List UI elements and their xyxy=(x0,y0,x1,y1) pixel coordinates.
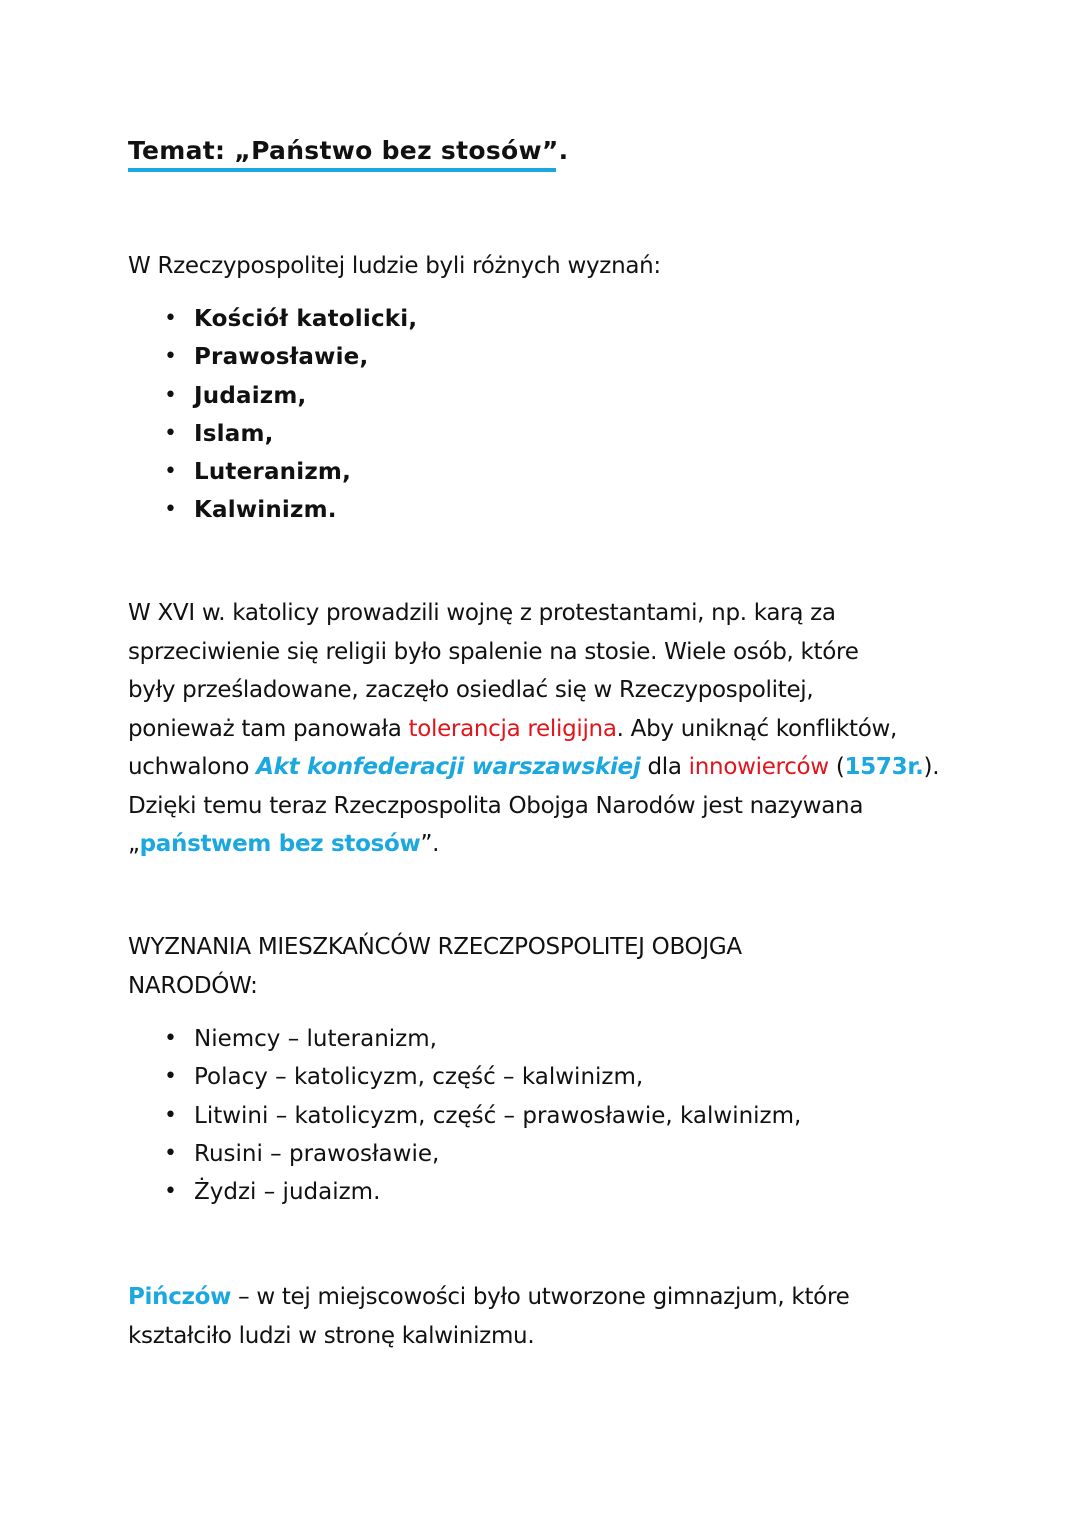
bullet-icon: • xyxy=(164,344,177,370)
list-item: • Kalwinizm. xyxy=(162,491,417,529)
paragraph-line: sprzeciwienie się religii było spalenie na stosie. Wiele osób, które xyxy=(128,638,859,665)
list-item: • Rusini – prawosławie, xyxy=(162,1135,801,1173)
history-paragraph xyxy=(128,594,939,864)
bullet-icon: • xyxy=(164,1102,177,1128)
highlight-dissenters: innowierców xyxy=(688,754,829,780)
paragraph-line: W XVI w. katolicy prowadzili wojnę z protestantami, np. karą za xyxy=(128,600,836,626)
highlight-state-without-stakes: państwem bez stosów xyxy=(139,831,421,857)
list-item: • Polacy – katolicyzm, część – kalwinizm, xyxy=(162,1058,801,1096)
bullet-icon: • xyxy=(164,306,177,331)
section-heading: WYZNANIA MIESZKAŃCÓW RZECZPOSPOLITEJ OBOJGA NARODÓW: xyxy=(128,934,742,999)
paragraph-line: ponieważ tam panowała tolerancja religijna. Aby uniknąć konfliktów, xyxy=(128,715,898,742)
list-item: • Litwini – katolicyzm, część – prawosławie, kalwinizm, xyxy=(162,1097,801,1135)
list-item: • Niemcy – luteranizm, xyxy=(162,1020,801,1058)
list-item: • Islam, xyxy=(162,415,417,453)
bullet-icon: • xyxy=(164,1026,177,1051)
highlight-year: 1573r. xyxy=(844,754,924,780)
bullet-icon: • xyxy=(164,497,177,523)
nations-list xyxy=(162,1020,801,1211)
bullet-icon: • xyxy=(164,459,177,485)
paragraph-line: uchwalono Akt konfederacji warszawskiej dla innowierców (1573r.). xyxy=(128,754,940,780)
religions-list xyxy=(162,300,417,530)
pinczow-paragraph xyxy=(128,1278,849,1355)
list-item: • Kościół katolicki, xyxy=(162,300,417,338)
intro-text: W Rzeczypospolitej ludzie byli różnych wyznań: xyxy=(128,253,661,279)
page-title: Temat: „Państwo bez stosów”. xyxy=(128,136,569,165)
highlight-act: Akt konfederacji warszawskiej xyxy=(256,754,641,780)
paragraph-line: Dzięki temu teraz Rzeczpospolita Obojga Narodów jest nazywana xyxy=(128,792,864,819)
highlight-pinczow: Pińczów xyxy=(128,1284,232,1310)
paragraph-line: były prześladowane, zaczęło osiedlać się w Rzeczypospolitej, xyxy=(128,677,814,703)
paragraph-line: kształciło ludzi w stronę kalwinizmu. xyxy=(128,1322,535,1349)
paragraph-line: „państwem bez stosów”. xyxy=(128,831,440,857)
title-underline xyxy=(128,168,556,172)
list-item: • Żydzi – judaizm. xyxy=(162,1173,801,1211)
list-item: • Prawosławie, xyxy=(162,338,417,376)
bullet-icon: • xyxy=(164,1179,177,1205)
list-item: • Judaizm, xyxy=(162,377,417,415)
paragraph-line: Pińczów – w tej miejscowości było utworzone gimnazjum, które xyxy=(128,1284,850,1310)
highlight-tolerance: tolerancja religijna xyxy=(408,715,617,742)
bullet-icon: • xyxy=(164,1064,177,1090)
bullet-icon: • xyxy=(164,420,177,446)
list-item: • Luteranizm, xyxy=(162,453,417,491)
bullet-icon: • xyxy=(164,382,177,408)
bullet-icon: • xyxy=(164,1140,177,1166)
